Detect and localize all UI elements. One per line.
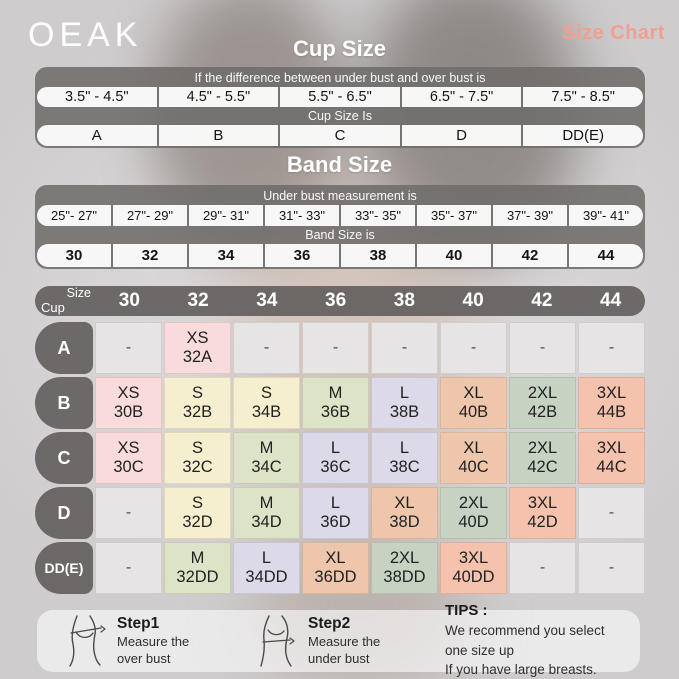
band-range-cell: 27"- 29" bbox=[113, 205, 189, 226]
matrix-cell: - bbox=[578, 487, 645, 539]
matrix-column-header: 42 bbox=[531, 290, 553, 311]
cell-code: 32B bbox=[182, 403, 213, 421]
matrix-row-label: D bbox=[35, 487, 93, 539]
matrix-cell: - bbox=[578, 542, 645, 594]
matrix-column-header: 40 bbox=[462, 290, 484, 311]
cell-code: 30C bbox=[113, 458, 144, 476]
cell-size: 2XL bbox=[458, 494, 489, 513]
matrix-cell bbox=[164, 322, 231, 374]
matrix-cell bbox=[95, 432, 162, 484]
matrix-cell bbox=[509, 432, 576, 484]
cell-size: S bbox=[191, 494, 203, 513]
step1-line1: Measure the bbox=[117, 634, 190, 650]
matrix-cell bbox=[509, 487, 576, 539]
cup-range-cell: 3.5" - 4.5" bbox=[37, 87, 159, 107]
cell-code: 44B bbox=[596, 403, 627, 421]
matrix-cell bbox=[578, 377, 645, 429]
cup-letter-cell: A bbox=[37, 125, 159, 146]
cell-code: 36D bbox=[320, 513, 351, 531]
matrix-cell bbox=[164, 542, 231, 594]
matrix-cell: - bbox=[95, 322, 162, 374]
band-range-cell: 39"- 41" bbox=[582, 208, 630, 223]
cell-code: 38C bbox=[389, 458, 420, 476]
band-number-cell: 34 bbox=[189, 244, 265, 267]
cup-caption-top: If the difference between under bust and over bust is bbox=[194, 71, 486, 85]
cell-size: 2XL bbox=[527, 384, 558, 403]
cell-size: M bbox=[259, 494, 274, 513]
cup-range-cell: 5.5" - 6.5" bbox=[280, 87, 402, 107]
cell-code: 34D bbox=[251, 513, 282, 531]
matrix-header bbox=[35, 286, 645, 316]
band-number-cell: 40 bbox=[417, 244, 493, 267]
matrix-cell bbox=[302, 487, 369, 539]
band-size-title: Band Size bbox=[286, 152, 393, 177]
matrix-cell: - bbox=[95, 542, 162, 594]
cell-code: 38DD bbox=[383, 568, 426, 586]
cell-size: S bbox=[260, 384, 272, 403]
band-number-cell: 44 bbox=[597, 247, 615, 264]
cell-size: S bbox=[191, 439, 203, 458]
step2-line2: under bust bbox=[308, 650, 370, 666]
matrix-cell: - bbox=[233, 322, 300, 374]
cell-size: XL bbox=[463, 439, 484, 458]
matrix-cell bbox=[233, 542, 300, 594]
band-number-cell: 42 bbox=[493, 244, 569, 267]
band-caption-top: Under bust measurement is bbox=[263, 189, 417, 203]
cell-code: 34C bbox=[251, 458, 282, 476]
band-caption-mid: Band Size is bbox=[305, 228, 375, 242]
size-matrix bbox=[35, 322, 645, 594]
cup-caption-mid: Cup Size Is bbox=[308, 109, 372, 123]
step1-title: Step1 bbox=[117, 615, 160, 633]
matrix-cell bbox=[164, 487, 231, 539]
matrix-cell bbox=[164, 377, 231, 429]
band-size-table bbox=[35, 185, 645, 269]
matrix-row-label: A bbox=[35, 322, 93, 374]
cell-size: L bbox=[330, 494, 341, 513]
page-title: Size Chart bbox=[562, 22, 665, 44]
matrix-cell: - bbox=[440, 322, 507, 374]
matrix-cell bbox=[302, 542, 369, 594]
cup-range-cell: 4.5" - 5.5" bbox=[159, 87, 281, 107]
matrix-row-label: C bbox=[35, 432, 93, 484]
matrix-column-header: 38 bbox=[393, 290, 415, 311]
matrix-column-header: 32 bbox=[187, 290, 209, 311]
band-range-cell: 35"- 37" bbox=[417, 205, 493, 226]
matrix-cell: - bbox=[509, 542, 576, 594]
cell-size: XL bbox=[394, 494, 415, 513]
cup-letter-cell: D bbox=[402, 125, 524, 146]
cup-letter-row bbox=[37, 125, 643, 146]
band-range-row bbox=[37, 205, 643, 226]
cell-size: 3XL bbox=[596, 439, 627, 458]
matrix-column-header: 44 bbox=[600, 290, 622, 311]
matrix-column-header: 34 bbox=[256, 290, 278, 311]
cup-letter-cell: B bbox=[159, 125, 281, 146]
cup-range-cell: 7.5" - 8.5" bbox=[551, 89, 615, 105]
matrix-cell bbox=[371, 432, 438, 484]
step1-line2: over bust bbox=[117, 650, 171, 666]
matrix-cell: - bbox=[509, 322, 576, 374]
matrix-corner bbox=[35, 286, 95, 316]
band-number-cell: 36 bbox=[265, 244, 341, 267]
cell-code: 44C bbox=[596, 458, 627, 476]
cup-letter-cell: DD(E) bbox=[562, 127, 604, 144]
matrix-column-header: 36 bbox=[325, 290, 347, 311]
matrix-cell bbox=[233, 377, 300, 429]
band-number-row bbox=[37, 244, 643, 267]
cell-size: 2XL bbox=[389, 549, 420, 568]
matrix-row-label: B bbox=[35, 377, 93, 429]
band-range-cell: 33"- 35" bbox=[341, 205, 417, 226]
band-range-cell: 25"- 27" bbox=[37, 205, 113, 226]
cell-code: 40D bbox=[458, 513, 489, 531]
brand-logo: OEAK bbox=[28, 16, 143, 54]
matrix-cell: - bbox=[578, 322, 645, 374]
cell-code: 40B bbox=[458, 403, 489, 421]
cell-code: 32A bbox=[182, 348, 213, 366]
cell-code: 34DD bbox=[245, 568, 288, 586]
cell-size: 3XL bbox=[596, 384, 627, 403]
matrix-cell bbox=[578, 432, 645, 484]
cell-size: 3XL bbox=[458, 549, 489, 568]
cell-code: 30B bbox=[113, 403, 144, 421]
matrix-cell bbox=[233, 487, 300, 539]
matrix-cell: - bbox=[371, 322, 438, 374]
tips-line1: We recommend you select one size up bbox=[445, 623, 605, 658]
cell-size: L bbox=[399, 384, 410, 403]
band-number-cell: 30 bbox=[37, 244, 113, 267]
cell-code: 34B bbox=[251, 403, 282, 421]
step1-measure-icon bbox=[63, 614, 107, 668]
matrix-cell bbox=[302, 377, 369, 429]
cell-size: 3XL bbox=[527, 494, 558, 513]
cell-code: 38B bbox=[389, 403, 420, 421]
matrix-cell bbox=[371, 487, 438, 539]
cell-size: XS bbox=[186, 329, 209, 348]
matrix-row bbox=[35, 322, 645, 374]
cell-size: M bbox=[259, 439, 274, 458]
matrix-cell bbox=[440, 487, 507, 539]
step2-measure-icon bbox=[254, 614, 298, 668]
matrix-cell bbox=[509, 377, 576, 429]
footer-instructions bbox=[37, 602, 640, 678]
step2-title: Step2 bbox=[308, 615, 351, 633]
matrix-cell bbox=[95, 377, 162, 429]
tips-line2: If you have large breasts. bbox=[445, 662, 597, 678]
cell-size: L bbox=[330, 439, 341, 458]
matrix-cell bbox=[440, 377, 507, 429]
matrix-row bbox=[35, 377, 645, 429]
cell-code: 38D bbox=[389, 513, 420, 531]
cell-code: 32DD bbox=[176, 568, 219, 586]
cell-size: XL bbox=[325, 549, 346, 568]
cell-code: 42D bbox=[527, 513, 558, 531]
cell-code: 40DD bbox=[452, 568, 495, 586]
cell-size: XS bbox=[117, 439, 140, 458]
matrix-cell bbox=[371, 542, 438, 594]
step2-block bbox=[308, 615, 433, 667]
matrix-cell bbox=[440, 432, 507, 484]
cell-code: 36B bbox=[320, 403, 351, 421]
band-number-cell: 38 bbox=[341, 244, 417, 267]
matrix-row bbox=[35, 432, 645, 484]
matrix-row-label: DD(E) bbox=[35, 542, 93, 594]
cell-size: XS bbox=[117, 384, 140, 403]
band-range-cell: 37"- 39" bbox=[493, 205, 569, 226]
cell-size: M bbox=[328, 384, 343, 403]
matrix-cell bbox=[440, 542, 507, 594]
step1-block bbox=[117, 615, 242, 667]
matrix-cell bbox=[164, 432, 231, 484]
matrix-cell bbox=[371, 377, 438, 429]
cell-size: L bbox=[399, 439, 410, 458]
cup-size-table bbox=[35, 67, 645, 148]
cell-size: L bbox=[261, 549, 272, 568]
cell-code: 42C bbox=[527, 458, 558, 476]
cup-letter-cell: C bbox=[280, 125, 402, 146]
cell-code: 32C bbox=[182, 458, 213, 476]
cell-size: S bbox=[191, 384, 203, 403]
cell-size: XL bbox=[463, 384, 484, 403]
cell-code: 40C bbox=[458, 458, 489, 476]
matrix-cell bbox=[233, 432, 300, 484]
band-range-cell: 29"- 31" bbox=[189, 205, 265, 226]
matrix-row bbox=[35, 487, 645, 539]
corner-cup-label: Cup bbox=[41, 300, 65, 315]
step2-line1: Measure the bbox=[308, 634, 381, 650]
tips-block bbox=[445, 602, 626, 679]
matrix-column-header: 30 bbox=[118, 290, 140, 311]
matrix-row bbox=[35, 542, 645, 594]
matrix-cell: - bbox=[302, 322, 369, 374]
cell-size: M bbox=[190, 549, 205, 568]
corner-size-label: Size bbox=[66, 286, 91, 300]
tips-title: TIPS : bbox=[445, 602, 488, 620]
cell-size: 2XL bbox=[527, 439, 558, 458]
cell-code: 32D bbox=[182, 513, 213, 531]
matrix-cell: - bbox=[95, 487, 162, 539]
cell-code: 36DD bbox=[314, 568, 357, 586]
matrix-cell bbox=[302, 432, 369, 484]
cup-range-row bbox=[37, 87, 643, 107]
cup-size-title: Cup Size bbox=[293, 36, 386, 61]
cup-range-cell: 6.5" - 7.5" bbox=[402, 87, 524, 107]
cell-code: 42B bbox=[527, 403, 558, 421]
band-number-cell: 32 bbox=[113, 244, 189, 267]
cell-code: 36C bbox=[320, 458, 351, 476]
band-range-cell: 31"- 33" bbox=[265, 205, 341, 226]
